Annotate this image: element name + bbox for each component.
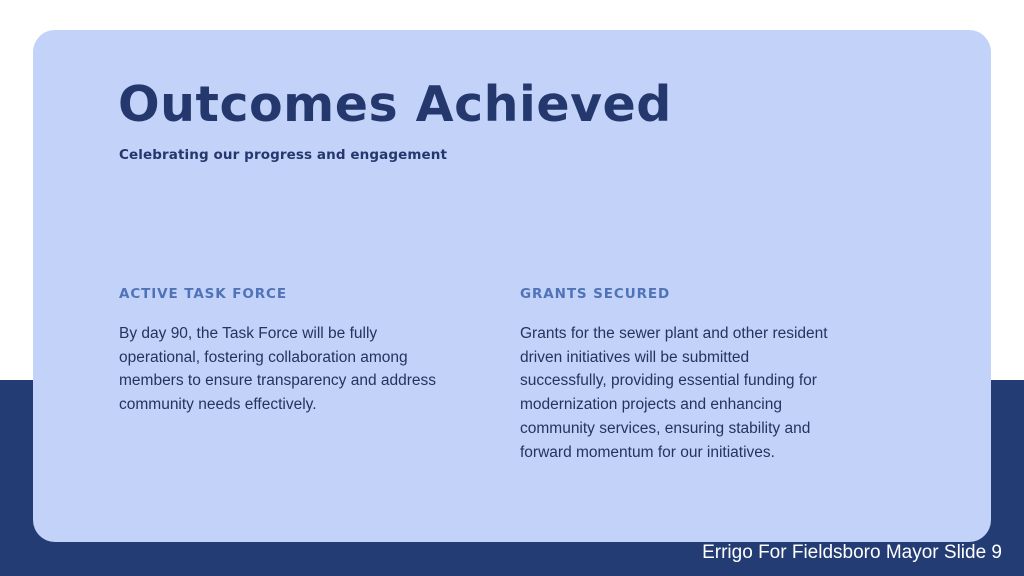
page-title: Outcomes Achieved (118, 76, 672, 133)
outcome-body: By day 90, the Task Force will be fully operational, fostering collaboration among members to ensure transparency and address community needs effectively. (119, 325, 437, 414)
outcome-heading: GRANTS SECURED (520, 286, 671, 302)
outcome-body: Grants for the sewer plant and other resident driven initiatives will be submitted successfully, providing essential funding for modernization projects and enhancing community services, ensuring stability and forward momentum for our initiatives. (520, 325, 828, 461)
page-subtitle: Celebrating our progress and engagement (119, 147, 448, 163)
outcome-column-grants-secured (520, 286, 840, 464)
outcome-heading: ACTIVE TASK FORCE (119, 286, 287, 302)
slide-footer-label: Errigo For Fieldsboro Mayor Slide 9 (702, 542, 1002, 563)
outcome-column-active-task-force (119, 286, 439, 464)
outcomes-columns (119, 286, 909, 464)
